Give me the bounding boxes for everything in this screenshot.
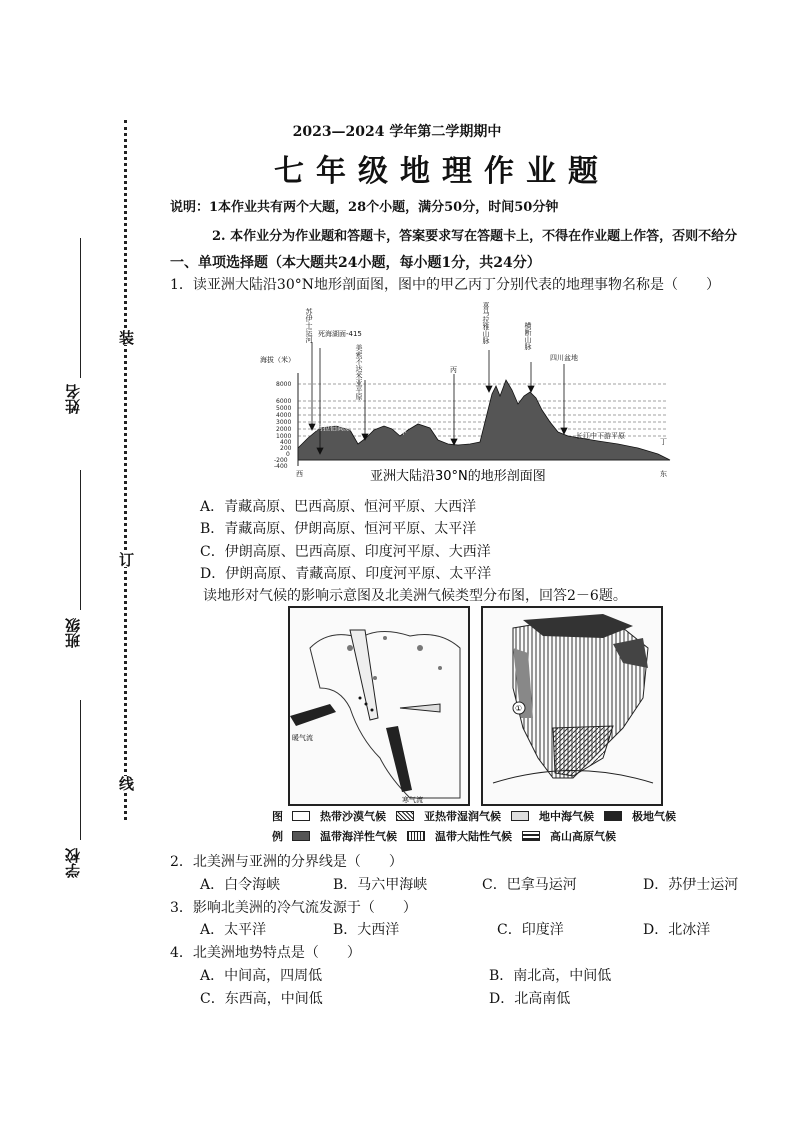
legend-item: 高山高原气候 <box>550 830 616 843</box>
q4-option-d[interactable]: D．北高南低 <box>489 991 571 1007</box>
profile-y-title: 海拔（米） <box>260 356 295 364</box>
name-label: 姓名 <box>64 384 82 414</box>
q2-option-d[interactable]: D．苏伊士运河 <box>643 877 739 893</box>
legend-item: 温带大陆性气候 <box>435 830 512 843</box>
svg-text:0: 0 <box>286 451 290 458</box>
svg-text:8000: 8000 <box>276 381 292 388</box>
q4-option-b[interactable]: B．南北高，中间低 <box>489 968 612 984</box>
q2-stem: 2．北美洲与亚洲的分界线是（ ） <box>170 854 403 870</box>
class-label: 班级 <box>64 618 82 648</box>
marker-1: ① <box>515 704 523 713</box>
label-himalaya: 喜马拉雅山脉 <box>482 302 490 344</box>
binding-ding: 订 <box>117 552 135 567</box>
swatch-subtropical-humid <box>396 811 414 821</box>
binding-xian: 线 <box>117 776 135 791</box>
legend-item: 亚热带湿润气候 <box>424 810 501 823</box>
exam-title: 七年级地理作业题 <box>274 154 610 189</box>
label-meso: 美索不达米亚平原 <box>355 344 363 400</box>
note-1: 说明：1本作业共有两个大题，28个小题，满分50分，时间50分钟 <box>170 200 559 215</box>
legend-li: 例 <box>272 830 283 843</box>
label-arabia: 阿拉伯高原 <box>316 424 351 432</box>
label-ding: 丁 <box>660 438 667 446</box>
class-blank[interactable] <box>80 470 81 610</box>
q2-option-c[interactable]: C．巴拿马运河 <box>482 877 577 893</box>
legend-item: 温带海洋性气候 <box>320 830 397 843</box>
q3-option-b[interactable]: B．大西洋 <box>333 922 400 938</box>
legend-tu: 图 <box>272 810 283 823</box>
binding-zhuang: 装 <box>117 330 135 345</box>
north-america-climate-map <box>481 606 663 806</box>
svg-text:1000: 1000 <box>276 433 292 440</box>
q1-stem: 1．读亚洲大陆沿30°N地形剖面图，图中的甲乙丙丁分别代表的地理事物名称是（ ） <box>170 277 720 293</box>
svg-text:400: 400 <box>280 439 292 446</box>
q2-6-intro: 读地形对气候的影响示意图及北美洲气候类型分布图，回答2－6题。 <box>203 588 627 604</box>
q1-option-a[interactable]: A．青藏高原、巴西高原、恒河平原、大西洋 <box>200 499 477 515</box>
profile-caption: 亚洲大陆沿30°N的地形剖面图 <box>370 469 546 484</box>
binding-dotted-line <box>124 120 127 820</box>
q4-stem: 4．北美洲地势特点是（ ） <box>170 945 361 961</box>
svg-text:6000: 6000 <box>276 398 292 405</box>
label-warm-flow: 暖气流 <box>292 734 313 742</box>
section-1-title: 一、单项选择题（本大题共24小题，每小题1分，共24分） <box>170 255 541 271</box>
q3-stem: 3．影响北美洲的冷气流发源于（ ） <box>170 900 417 916</box>
swatch-highland <box>522 831 540 841</box>
legend-row-1 <box>292 808 676 824</box>
swatch-temperate-continental <box>407 831 425 841</box>
q1-option-c[interactable]: C．伊朗高原、巴西高原、印度河平原、大西洋 <box>200 544 491 560</box>
swatch-polar <box>604 811 622 821</box>
q1-option-d[interactable]: D．伊朗高原、青藏高原、印度河平原、太平洋 <box>200 566 492 582</box>
school-blank[interactable] <box>80 700 81 840</box>
label-hengduan: 横断山脉 <box>524 322 532 350</box>
legend-item: 极地气候 <box>632 810 676 823</box>
note-2: 2. 本作业分为作业题和答题卡，答案要求写在答题卡上，不得在作业题上作答，否则不给分 <box>212 229 738 244</box>
swatch-mediterranean <box>511 811 529 821</box>
label-yangtze: 长江中下游平原 <box>576 432 625 440</box>
svg-text:-400: -400 <box>274 463 288 470</box>
q2-option-a[interactable]: A．白令海峡 <box>200 877 281 893</box>
swatch-temperate-marine <box>292 831 310 841</box>
q2-option-b[interactable]: B．马六甲海峡 <box>333 877 428 893</box>
terrain-climate-map <box>288 606 470 806</box>
school-label: 学校 <box>64 848 82 878</box>
q4-option-a[interactable]: A．中间高，四周低 <box>200 968 323 984</box>
label-east: 东 <box>660 470 667 478</box>
label-sichuan: 四川盆地 <box>550 354 578 362</box>
exam-subtitle: 2023—2024 学年第二学期期中 <box>292 124 502 140</box>
svg-text:200: 200 <box>280 445 292 452</box>
q1-option-b[interactable]: B．青藏高原、伊朗高原、恒河平原、太平洋 <box>200 521 477 537</box>
legend-row-2 <box>292 828 616 844</box>
q3-option-d[interactable]: D．北冰洋 <box>643 922 711 938</box>
legend-item: 地中海气候 <box>539 810 594 823</box>
terrain-silhouette <box>298 380 670 460</box>
svg-text:4000: 4000 <box>276 412 292 419</box>
q3-option-a[interactable]: A．太平洋 <box>200 922 267 938</box>
name-blank[interactable] <box>80 238 81 378</box>
label-west: 西 <box>296 470 303 478</box>
label-jia: 甲 <box>400 428 407 436</box>
svg-text:5000: 5000 <box>276 405 292 412</box>
swatch-tropical-desert <box>292 811 310 821</box>
asia-30n-profile-figure <box>258 298 674 488</box>
label-cold-flow: 寒气流 <box>402 796 423 804</box>
q4-option-c[interactable]: C．东西高，中间低 <box>200 991 323 1007</box>
svg-text:2000: 2000 <box>276 426 292 433</box>
svg-text:-200: -200 <box>274 457 288 464</box>
label-bing: 丙 <box>450 366 457 374</box>
svg-text:3000: 3000 <box>276 419 292 426</box>
q3-option-c[interactable]: C．印度洋 <box>497 922 564 938</box>
label-deadsea: 死海湖面-415 <box>318 330 362 338</box>
label-suez: 苏伊士运河 <box>305 308 313 343</box>
legend-item: 热带沙漠气候 <box>320 810 386 823</box>
